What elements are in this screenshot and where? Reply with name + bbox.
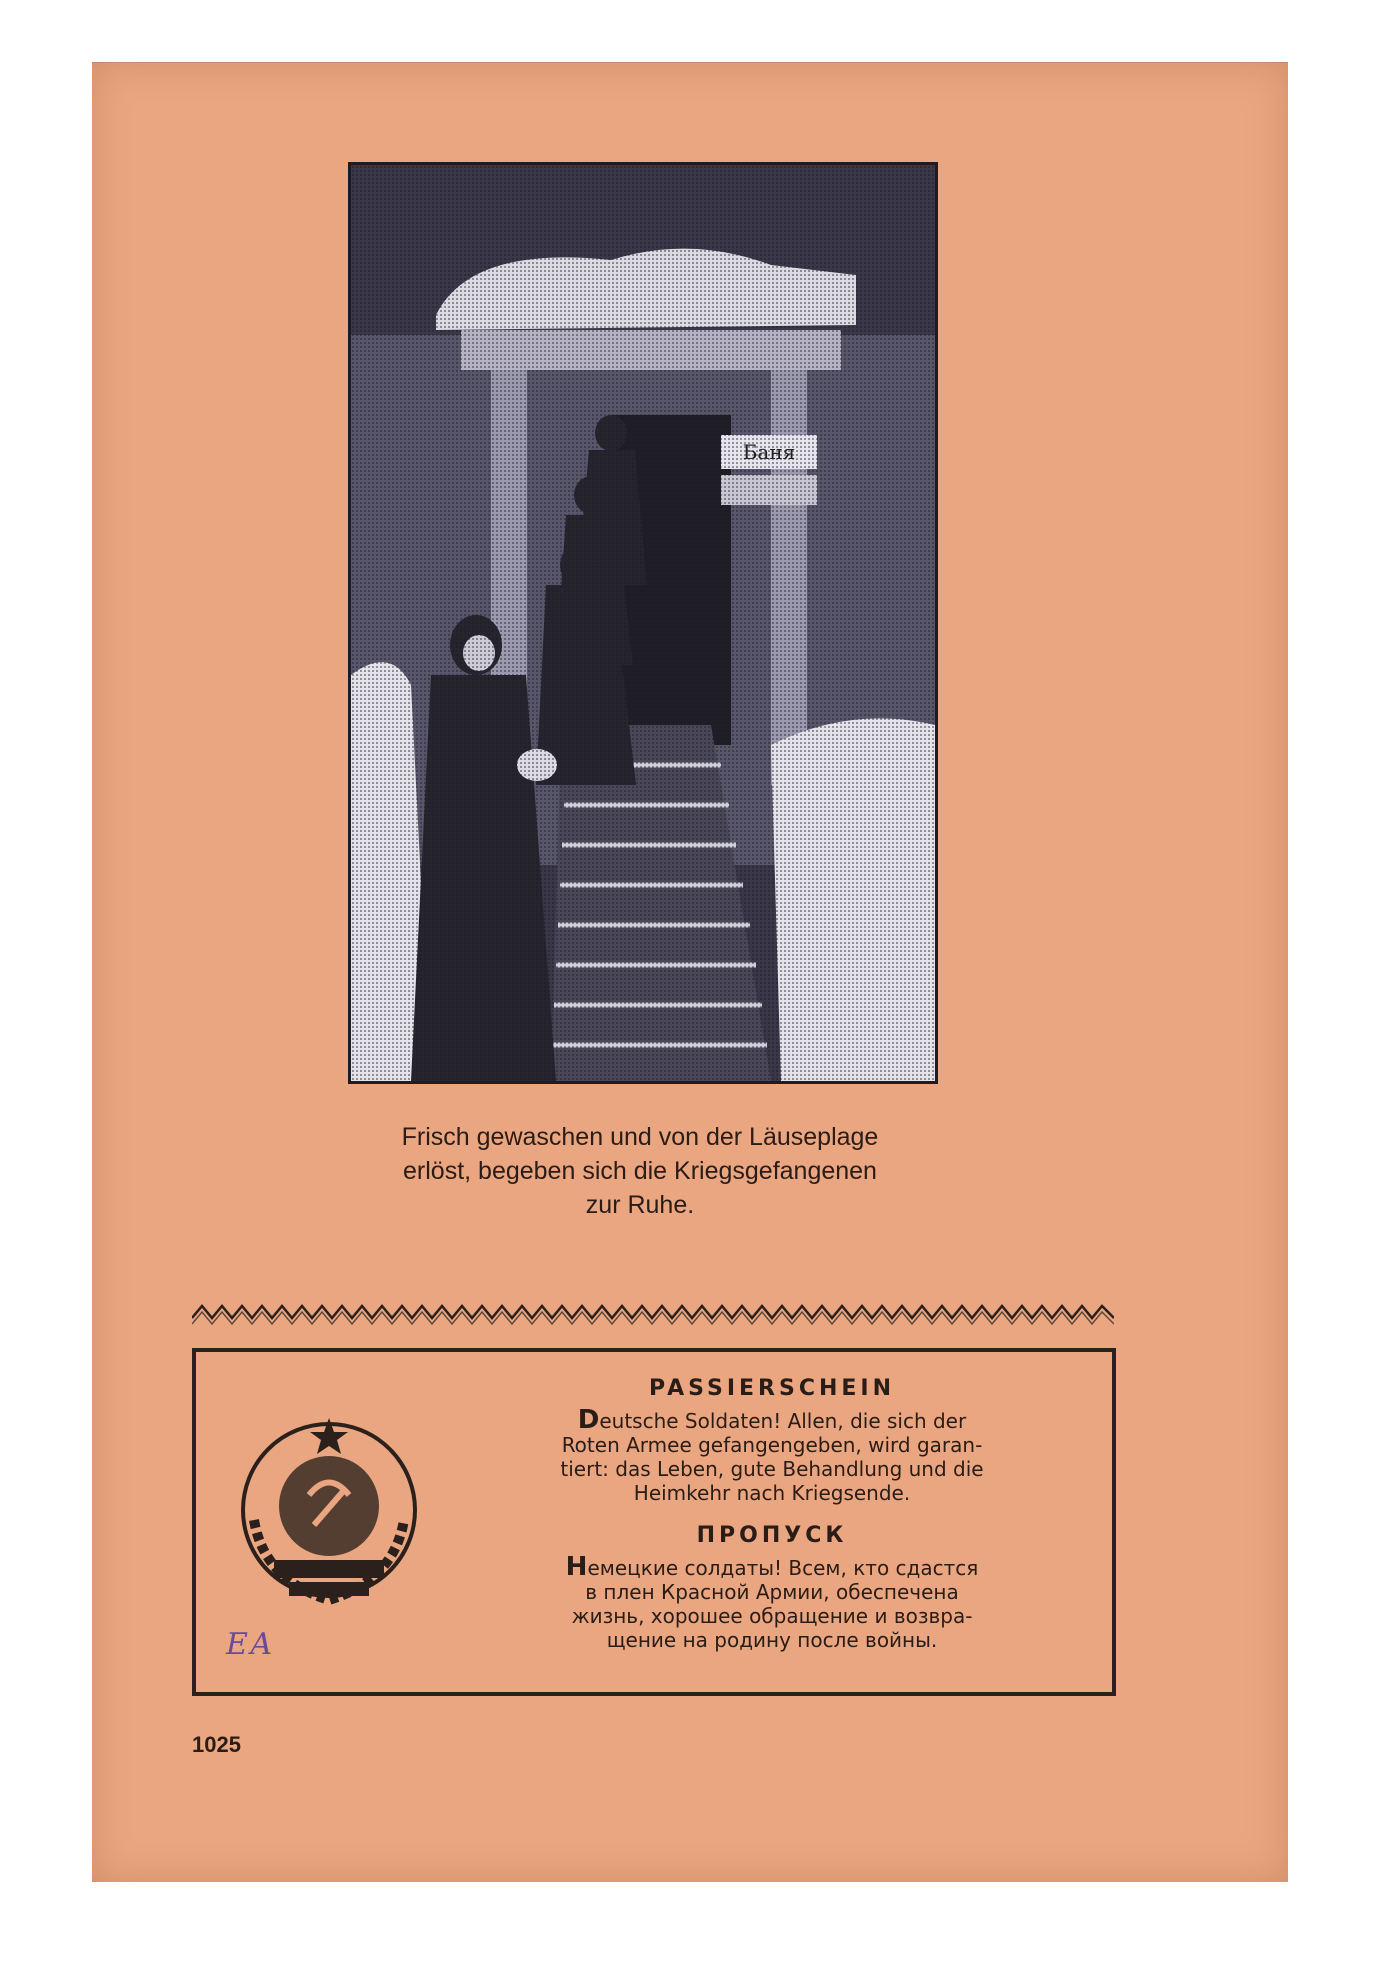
text-russian xyxy=(482,1552,1062,1652)
initial-german: D xyxy=(577,1405,600,1435)
leaflet-sheet xyxy=(92,62,1288,1882)
safe-conduct-pass xyxy=(192,1348,1116,1696)
body-russian: емецкие солдаты! Всем, кто сдастся в плен Красной Армии, обеспечена жизнь, хорошее обращение и возвра- щение на родину после войны. xyxy=(571,1556,979,1652)
heading-german: PASSIERSCHEIN xyxy=(648,1376,895,1401)
photo-illustration xyxy=(351,165,935,1081)
bathhouse-photo xyxy=(348,162,938,1084)
photo-caption: Frisch gewaschen und von der Läuseplage erlöst, begeben sich die Kriegsgefangenen zur Ruhe. xyxy=(401,1123,879,1219)
heading-russian: ПРОПУСК xyxy=(696,1523,848,1548)
pass-text xyxy=(482,1374,1062,1652)
soviet-state-emblem-icon xyxy=(234,1410,424,1620)
catalog-number: 1025 xyxy=(192,1732,241,1757)
handwritten-initials: ЕА xyxy=(226,1627,275,1662)
initial-russian: Н xyxy=(565,1552,588,1582)
text-german xyxy=(482,1405,1062,1505)
zigzag-divider xyxy=(192,1300,1114,1326)
body-german: eutsche Soldaten! Allen, die sich der Roten Armee gefangengeben, wird garan- tiert: das Leben, gute Behandlung und die Heimkehr nach Kriegsende. xyxy=(560,1409,984,1505)
